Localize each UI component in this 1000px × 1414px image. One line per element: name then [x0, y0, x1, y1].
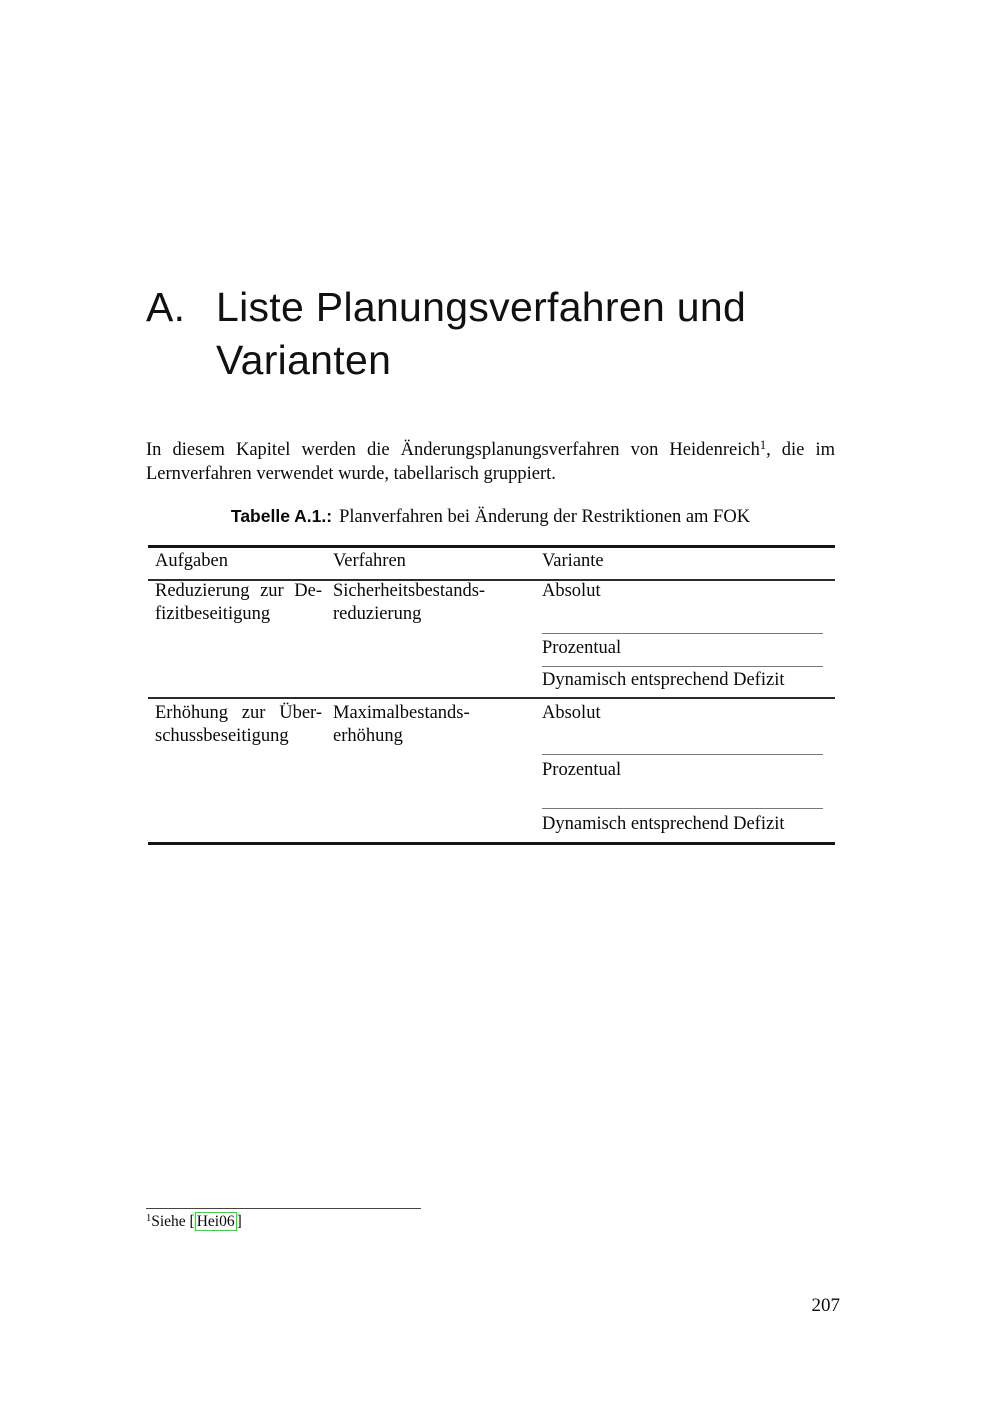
variante-cell: Absolut [542, 703, 601, 723]
aufgabe-line: fizitbeseitigung [155, 604, 271, 624]
variante-cell: Prozentual [542, 638, 622, 658]
chapter-title [216, 281, 856, 387]
variante-cell: Prozentual [542, 760, 622, 780]
citation-link[interactable]: Hei06 [196, 1213, 235, 1230]
verfahren-line: Sicherheitsbestands- [333, 581, 486, 601]
table-rule-bottom [148, 842, 835, 845]
page-number: 207 [811, 1295, 840, 1316]
chapter-title-line1: Liste Planungsverfahren und [216, 284, 747, 330]
verfahren-cell [333, 580, 528, 626]
variante-cell: Dynamisch entsprechend Defizit [542, 670, 785, 690]
caption-label: Tabelle A.1.: [230, 506, 333, 526]
footnote-text: Siehe [ [151, 1213, 195, 1230]
variante-cell: Absolut [542, 581, 601, 601]
table-rule-group [148, 697, 835, 699]
footnote-mark: 1 [146, 1213, 152, 1224]
column-header-verfahren: Verfahren [333, 551, 406, 571]
aufgabe-line: Reduzierung zur De- [155, 581, 322, 601]
variante-cell: Dynamisch entsprechend Defizit [542, 814, 785, 834]
footnote [146, 1211, 646, 1233]
aufgabe-cell [155, 580, 322, 626]
column-header-aufgaben: Aufgaben [155, 551, 228, 571]
intro-paragraph [146, 438, 835, 486]
caption-text: Planverfahren bei Änderung der Restriktionen am FOK [339, 507, 751, 527]
aufgabe-line: schussbeseitigung [155, 726, 289, 746]
table-rule-cmid-2 [542, 666, 823, 667]
table-rule-cmid-3 [542, 754, 823, 755]
table-rule-cmid-1 [542, 633, 823, 634]
footnote-text-tail: ] [236, 1213, 242, 1230]
aufgabe-cell [155, 702, 322, 748]
aufgabe-line: Erhöhung zur Über- [155, 703, 322, 723]
footnote-ref-mark: 1 [759, 438, 767, 452]
verfahren-cell [333, 702, 528, 748]
verfahren-line: Maximalbestands- [333, 703, 470, 723]
data-table [148, 545, 835, 847]
intro-line1-text: In diesem Kapitel werden die Änderungsplanungsverfahren von Heidenreich [146, 440, 760, 460]
table-rule-top [148, 545, 835, 548]
table-caption [146, 505, 835, 529]
verfahren-line: erhöhung [333, 726, 403, 746]
intro-line2: Lernverfahren verwendet wurde, tabellarisch gruppiert. [146, 464, 556, 484]
verfahren-line: reduzierung [333, 604, 422, 624]
intro-line1 [146, 438, 835, 462]
intro-line1-tail: , die im [766, 440, 835, 460]
chapter-title-line2: Varianten [216, 337, 392, 383]
table-rule-cmid-4 [542, 808, 823, 809]
column-header-variante: Variante [542, 551, 604, 571]
chapter-heading [146, 281, 856, 387]
chapter-number: A. [146, 284, 186, 330]
footnote-rule [146, 1208, 421, 1209]
